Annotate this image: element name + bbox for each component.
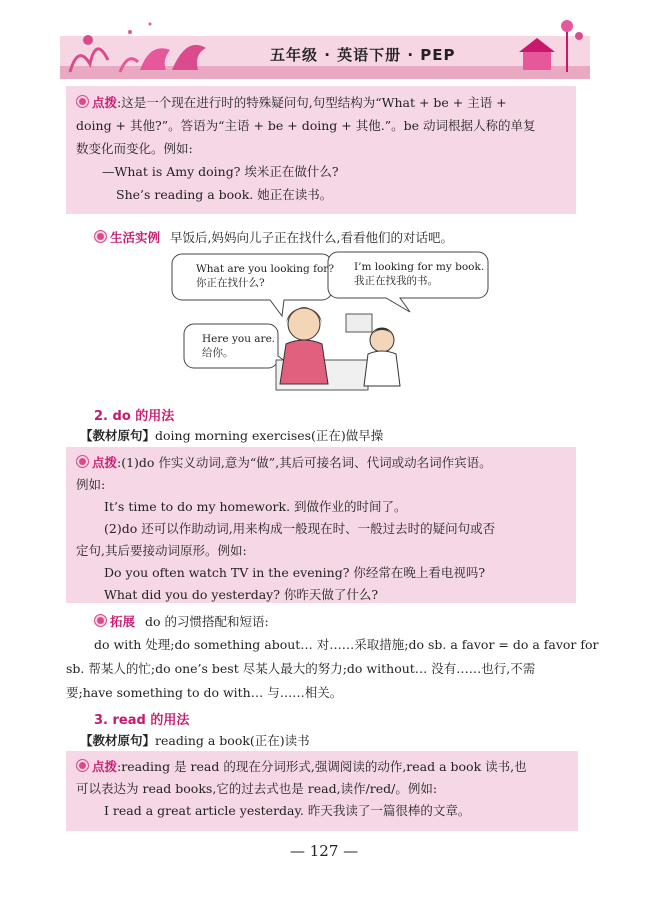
tip-line: 定句,其后要接动词原形。例如:	[76, 543, 247, 558]
bubble-3: Here you are. 给你。	[202, 333, 276, 359]
extend-text-line: do with 处理;do something about… 对……采取措施;do sb. a favor = do a favor for	[94, 637, 599, 652]
page-number: — 127 —	[290, 842, 359, 860]
extend-text-line: sb. 帮某人的忙;do one’s best 尽某人最大的努力;do without… 没有……也行,不需	[66, 661, 536, 676]
tip-label: 点拨	[92, 455, 118, 470]
tip-dot-icon	[76, 95, 89, 108]
textbook-source-line: 【教材原句】reading a book(正在)读书	[80, 733, 310, 748]
extend-text-line: 要;have something to do with… 与……相关。	[66, 685, 343, 700]
textbook-source-line: 【教材原句】doing morning exercises(正在)做早操	[80, 428, 384, 443]
example-line: What did you do yesterday? 你昨天做了什么?	[104, 587, 379, 602]
example-line: It’s time to do my homework. 到做作业的时间了。	[104, 499, 407, 514]
example-line: I read a great article yesterday. 昨天我读了一篇很棒的文章。	[104, 803, 471, 818]
header-left-decoration	[60, 14, 230, 76]
extend-label: 拓展	[110, 614, 136, 629]
life-example-line: 生活实例 早饭后,妈妈向儿子正在找什么,看看他们的对话吧。	[94, 228, 453, 246]
tip-dot-icon	[76, 455, 89, 468]
page-header-title: 五年级 · 英语下册 · PEP	[270, 46, 456, 64]
tip-dot-icon	[94, 614, 107, 627]
example-line: Do you often watch TV in the evening? 你经常在晚上看电视吗?	[104, 565, 486, 580]
life-example-label: 生活实例	[110, 230, 161, 245]
section-heading-do: 2. do 的用法	[94, 409, 175, 424]
tip-box-1	[66, 86, 576, 214]
bubble-1: What are you looking for? 你正在找什么?	[196, 263, 334, 289]
tip-label: 点拨	[92, 759, 118, 774]
tip-dot-icon	[76, 759, 89, 772]
tip-line: 数变化而变化。例如:	[76, 141, 193, 156]
section-heading-read: 3. read 的用法	[94, 713, 190, 728]
tip-line: 点拨:reading 是 read 的现在分词形式,强调阅读的动作,read a book 读书,也	[76, 757, 527, 775]
example-line: She’s reading a book. 她正在读书。	[116, 187, 333, 202]
tip-line: 可以表达为 read books,它的过去式也是 read,读作/red/。例如:	[76, 781, 438, 796]
tip-line: 点拨:这是一个现在进行时的特殊疑问句,句型结构为“What + be + 主语 +	[76, 93, 507, 111]
tip-label: 点拨	[92, 95, 118, 110]
header-right-decoration	[505, 14, 595, 76]
tip-line: (2)do 还可以作助动词,用来构成一般现在时、一般过去时的疑问句或否	[104, 521, 496, 536]
tip-dot-icon	[94, 230, 107, 243]
tip-line: doing + 其他?”。答语为“主语 + be + doing + 其他.”。be 动词根据人称的单复	[76, 118, 536, 133]
tip-box-3	[66, 751, 578, 831]
tip-line: 点拨:(1)do 作实义动词,意为“做”,其后可接名词、代词或动名词作宾语。	[76, 453, 492, 471]
tip-line: 例如:	[76, 477, 106, 492]
tip-box-2	[66, 447, 576, 603]
example-line: —What is Amy doing? 埃米正在做什么?	[102, 164, 339, 179]
extend-line: 拓展 do 的习惯搭配和短语:	[94, 612, 269, 630]
bubble-2: I’m looking for my book. 我正在找我的书。	[354, 261, 485, 287]
